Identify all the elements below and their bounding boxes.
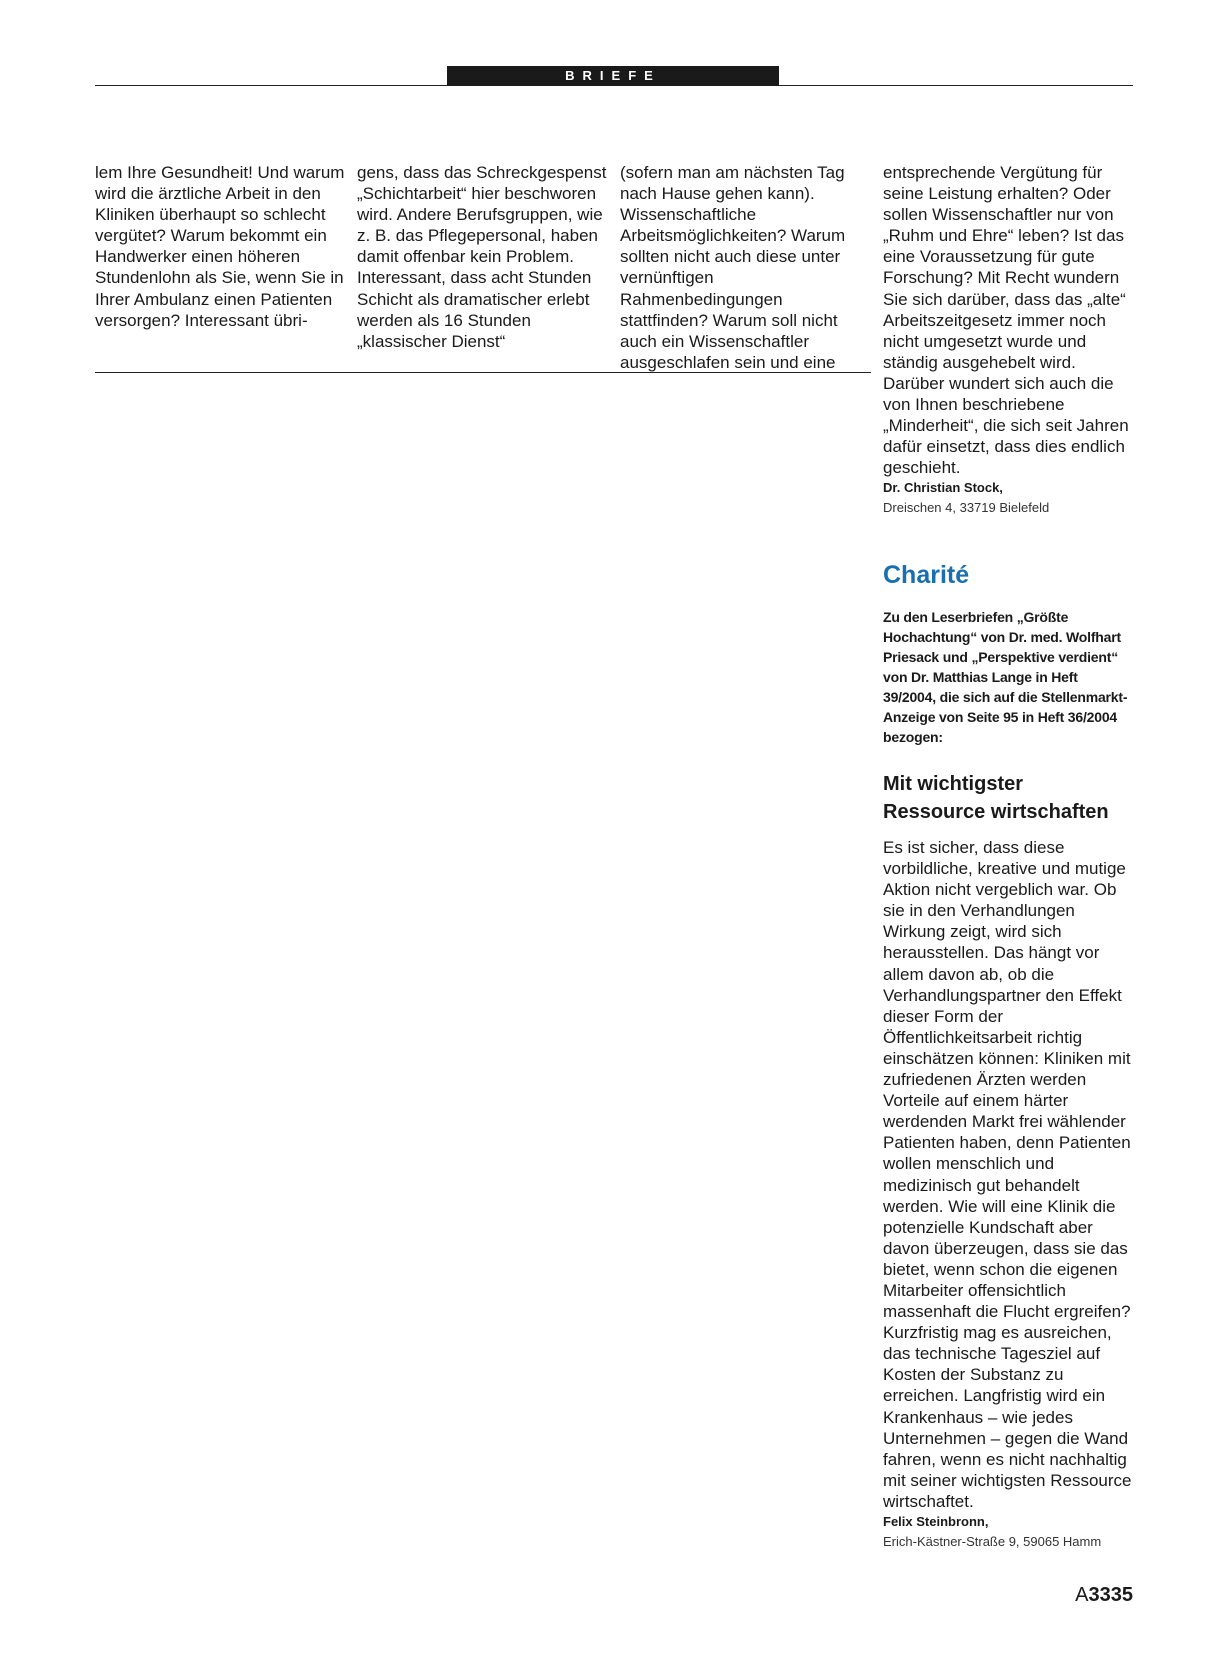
page-number bbox=[1075, 1583, 1133, 1607]
letter-1-author: Dr. Christian Stock, bbox=[883, 480, 1003, 496]
letter-1-address: Dreischen 4, 33719 Bielefeld bbox=[883, 500, 1050, 516]
column-2-text: gens, dass das Schreckgespenst „Schichtarbeit“ hier beschworen wird. Andere Berufsgruppen, wie z. B. das Pflegepersonal, haben damit offenbar kein Problem. Interessant, dass acht Stunden Schicht als dramatischer erlebt werden als 16 Stunden „klassischer Dienst“ bbox=[357, 163, 607, 351]
column-1-text: lem Ihre Gesundheit! Und warum wird die ärztliche Arbeit in den Kliniken überhaupt so schlecht vergütet? Warum bekommt ein Handwerker einen höheren Stundenlohn als Sie, wenn Sie in Ihrer Ambulanz einen Patienten versorgen? Interessant übri- bbox=[95, 163, 345, 330]
section-label: BRIEFE bbox=[447, 66, 779, 86]
column-2 bbox=[357, 162, 609, 352]
letter-2-address: Erich-Kästner-Straße 9, 59065 Hamm bbox=[883, 1534, 1102, 1549]
page-number-prefix: A bbox=[1075, 1584, 1089, 1606]
section-title: Charité bbox=[883, 561, 970, 589]
column-divider bbox=[95, 372, 871, 373]
letter-1 bbox=[883, 162, 1135, 516]
column-3 bbox=[620, 162, 872, 373]
letter-2-headline-line-1: Mit wichtigster bbox=[883, 773, 1024, 795]
letter-2 bbox=[883, 837, 1135, 1550]
page-number-value: 3335 bbox=[1088, 1584, 1133, 1606]
column-1 bbox=[95, 162, 347, 331]
letter-1-text: entsprechende Vergütung für seine Leistung erhalten? Oder sollen Wissenschaftler nur von „Ruhm und Ehre“ leben? Ist das eine Voraussetzung für gute Forschung? Mit Recht wundern Sie sich darüber, dass das „alte“ Arbeitszeitgesetz immer noch nicht umgesetzt wurde und ständig ausgehebelt wird. Darüber wundert sich auch die von Ihnen beschriebene „Minderheit“, die sich seit Jahren dafür einsetzt, dass dies endlich geschieht. bbox=[883, 163, 1129, 478]
letter-2-headline bbox=[883, 770, 1133, 826]
letter-2-author: Felix Steinbronn, bbox=[883, 1514, 989, 1529]
section-intro: Zu den Leserbriefen „Größte Hochachtung“ von Dr. med. Wolfhart Priesack und „Perspektive verdient“ von Dr. Matthias Lange in Heft 39/2004, die sich auf die Stellenmarkt-Anzeige von Seite 95 in Heft 36/2004 bezogen: bbox=[883, 609, 1128, 745]
letter-2-text: Es ist sicher, dass diese vorbildliche, kreative und mutige Aktion nicht vergeblich war. Ob sie in den Verhandlungen Wirkung zeigt, wird sich herausstellen. Das hängt vor allem davon ab, ob die Verhandlungspartner den Effekt dieser Form der Öffentlichkeitsarbeit richtig einschätzen können: Kliniken mit zufriedenen Ärzten werden Vorteile auf einem härter werdenden Markt frei wählender Patienten haben, denn Patienten wollen menschlich und medizinisch gut behandelt werden. Wie will eine Klinik die potenzielle Kundschaft aber davon überzeugen, dass sie das bietet, wenn schon die eigenen Mitarbeiter offensichtlich massenhaft die Flucht ergreifen? Kurzfristig mag es ausreichen, das technische Tagesziel auf Kosten der Substanz zu erreichen. Langfristig wird ein Krankenhaus – wie jedes Unternehmen – gegen die Wand fahren, wenn es nicht nachhaltig mit seiner wichtigsten Ressource wirtschaftet. bbox=[883, 838, 1132, 1511]
column-3-text: (sofern man am nächsten Tag nach Hause gehen kann). Wissenschaftliche Arbeitsmöglichkeiten? Warum sollten nicht auch diese unter vernünftigen Rahmenbedingungen stattfinden? Warum soll nicht auch ein Wissenschaftler ausgeschlafen sein und eine bbox=[620, 163, 846, 372]
letter-2-headline-line-2: Ressource wirtschaften bbox=[883, 801, 1109, 823]
